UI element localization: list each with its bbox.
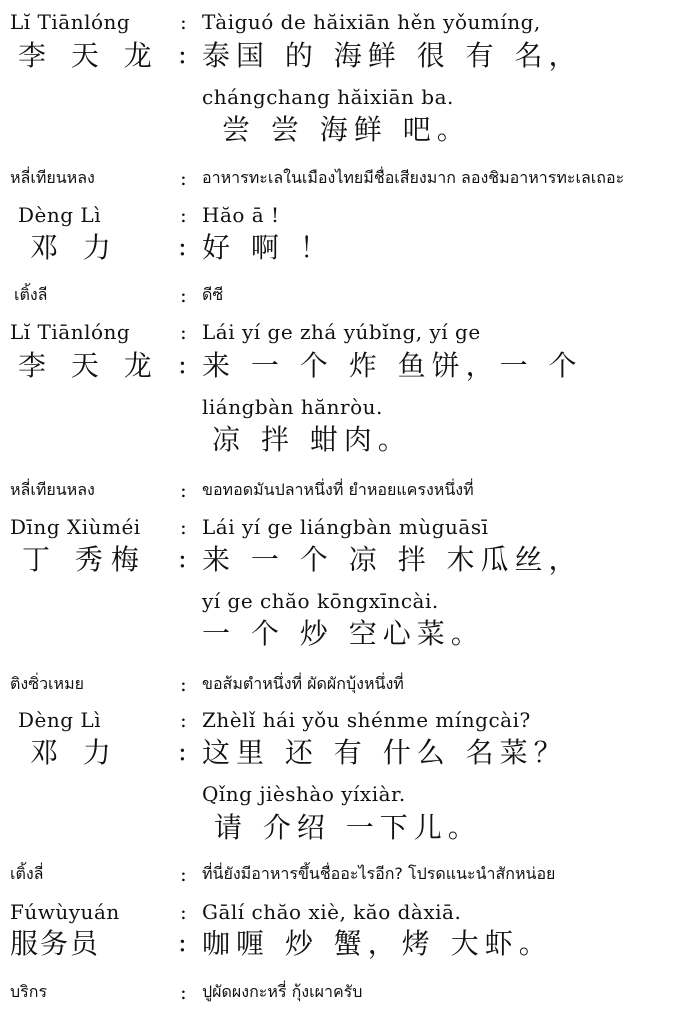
- line-pinyin: Qǐng jièshào yíxiàr.: [202, 782, 406, 806]
- colon-separator: :: [180, 708, 187, 732]
- line-hanzi: 请 介绍 一下儿。: [214, 811, 482, 844]
- thai-speaker: หลี่เทียนหลง: [10, 168, 95, 187]
- thai-translation: ที่นี่ยังมีอาหารขึ้นชื่ออะไรอีก? โปรดแนะนำสักหน่อย: [202, 864, 556, 883]
- speaker-hanzi: 邓 力: [30, 736, 119, 769]
- line-hanzi: 这里 还 有 什么 名菜？: [202, 736, 568, 769]
- line-pinyin: yí ge chăo kōngxīncài.: [202, 589, 439, 613]
- speaker-hanzi: 服务员: [10, 927, 101, 960]
- thai-translation: ปูผัดผงกะหรี่ กุ้งเผาครับ: [202, 982, 363, 1001]
- speaker-pinyin: Dīng Xiùméi: [10, 515, 141, 539]
- colon-separator: :: [178, 928, 187, 958]
- thai-speaker: ติงซิ่วเหมย: [10, 674, 84, 693]
- speaker-pinyin: Dèng Lì: [18, 708, 102, 732]
- thai-speaker: บริกร: [10, 982, 48, 1001]
- line-pinyin: Lái yí ge zhá yúbĭng, yí ge: [202, 320, 481, 344]
- line-hanzi: 凉 拌 蚶肉。: [212, 423, 412, 456]
- speaker-pinyin: Dèng Lì: [18, 203, 102, 227]
- line-pinyin: liángbàn hănròu.: [202, 395, 383, 419]
- line-pinyin: Hăo ā !: [202, 203, 280, 227]
- speaker-hanzi: 李 天 龙: [18, 39, 160, 72]
- line-hanzi: 来 一 个 炸 鱼饼，一 个: [202, 349, 583, 382]
- line-pinyin: Gālí chăo xiè, kăo dàxiā.: [202, 900, 462, 924]
- line-pinyin: Lái yí ge liángbàn mùguāsī: [202, 515, 489, 539]
- speaker-pinyin: Fúwùyuán: [10, 900, 120, 924]
- thai-speaker: เติ้งลี่: [10, 864, 44, 883]
- line-hanzi: 尝 尝 海鲜 吧。: [222, 113, 471, 146]
- speaker-pinyin: Lĭ Tiānlóng: [10, 320, 131, 344]
- speaker-hanzi: 李 天 龙: [18, 349, 160, 382]
- thai-translation: ขอทอดมันปลาหนึ่งที่ ยำหอยแครงหนึ่งที่: [202, 480, 474, 499]
- speaker-pinyin: Lĭ Tiānlóng: [10, 10, 131, 34]
- line-hanzi: 一 个 炒 空心菜。: [202, 617, 485, 650]
- thai-translation: ดีซี: [202, 285, 224, 304]
- line-hanzi: 泰国 的 海鲜 很 有 名，: [202, 39, 583, 72]
- thai-speaker: เติ้งลี: [14, 285, 48, 304]
- colon-separator: :: [180, 283, 187, 307]
- line-pinyin: Zhèlǐ hái yǒu shénme míngcài?: [202, 708, 531, 732]
- colon-separator: :: [180, 900, 187, 924]
- speaker-hanzi: 丁 秀梅: [22, 543, 147, 576]
- colon-separator: :: [178, 350, 187, 380]
- colon-separator: :: [178, 737, 187, 767]
- thai-translation: อาหารทะเลในเมืองไทยมีชื่อเสียงมาก ลองชิมอาหารทะเลเถอะ: [202, 168, 625, 187]
- line-hanzi: 来 一 个 凉 拌 木瓜丝，: [202, 543, 583, 576]
- thai-translation: ขอส้มตำหนึ่งที่ ผัดผักบุ้งหนึ่งที่: [202, 674, 404, 693]
- colon-separator: :: [180, 515, 187, 539]
- line-hanzi: 咖喱 炒 蟹，烤 大虾。: [202, 927, 553, 960]
- colon-separator: :: [180, 862, 187, 886]
- line-pinyin: chángchang hăixiān ba.: [202, 85, 454, 109]
- line-hanzi: 好 啊 ！: [202, 231, 334, 264]
- colon-separator: :: [180, 10, 187, 34]
- colon-separator: :: [178, 232, 187, 262]
- colon-separator: :: [178, 40, 187, 70]
- colon-separator: :: [180, 672, 187, 696]
- colon-separator: :: [180, 478, 187, 502]
- colon-separator: :: [180, 320, 187, 344]
- thai-speaker: หลี่เทียนหลง: [10, 480, 95, 499]
- colon-separator: :: [180, 166, 187, 190]
- colon-separator: :: [180, 203, 187, 227]
- colon-separator: :: [178, 544, 187, 574]
- line-pinyin: Tàiguó de hăixiān hěn yǒumíng,: [202, 10, 541, 34]
- colon-separator: :: [180, 980, 187, 1004]
- speaker-hanzi: 邓 力: [30, 231, 119, 264]
